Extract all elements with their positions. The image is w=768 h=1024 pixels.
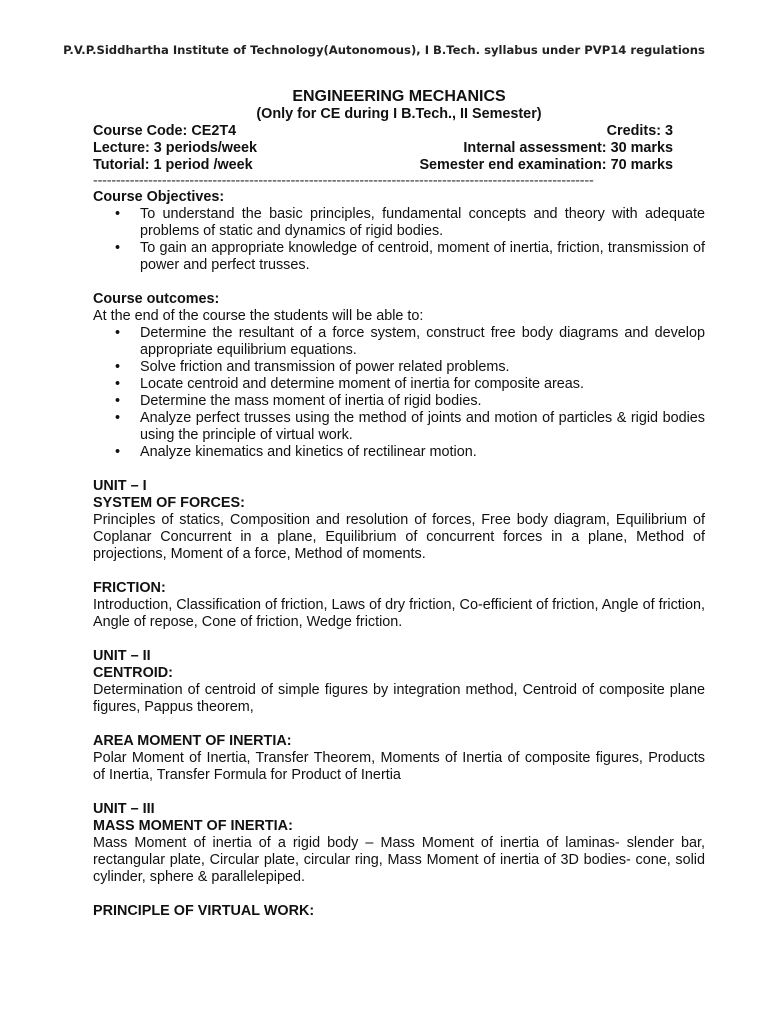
dashed-separator: ------------------------------------------------------------------------------------------------------------- — [93, 174, 594, 189]
system-of-forces-text: Principles of statics, Composition and resolution of forces, Free body diagram, Equilibrium of Coplanar Concurrent in a plane, Equilibrium of concurrent forces in a plane, Method of projections, Moment of a force, Method of moments. — [93, 512, 705, 562]
area-moment-text: Polar Moment of Inertia, Transfer Theorem, Moments of Inertia of composite figures, Products of Inertia, Transfer Formula for Product of Inertia — [93, 750, 705, 783]
list-item: • Determine the resultant of a force system, construct free body diagrams and develop appropriate equilibrium equations. — [93, 325, 705, 359]
objectives-list — [93, 206, 705, 274]
list-item: • Solve friction and transmission of power related problems. — [93, 359, 705, 376]
info-row-2 — [93, 140, 673, 157]
list-item: • Locate centroid and determine moment of inertia for composite areas. — [93, 376, 705, 393]
system-of-forces-heading: SYSTEM OF FORCES: — [93, 495, 245, 511]
outcomes-intro: At the end of the course the students will be able to: — [93, 308, 424, 324]
list-item: • Analyze perfect trusses using the method of joints and motion of particles & rigid bodies using the principle of virtual work. — [93, 410, 705, 444]
unit-1-label: UNIT – I — [93, 478, 147, 494]
list-item: • To gain an appropriate knowledge of centroid, moment of inertia, friction, transmission of power and perfect trusses. — [93, 240, 705, 274]
course-subtitle: (Only for CE during I B.Tech., II Semester) — [256, 106, 542, 122]
outcomes-heading: Course outcomes: — [93, 291, 220, 307]
outcomes-list — [93, 325, 705, 461]
objectives-heading: Course Objectives: — [93, 189, 225, 205]
lecture-hours: Lecture: 3 periods/week — [93, 140, 257, 156]
area-moment-heading: AREA MOMENT OF INERTIA: — [93, 733, 292, 749]
unit-3-label: UNIT – III — [93, 801, 155, 817]
internal-assessment: Internal assessment: 30 marks — [463, 140, 673, 156]
credits: Credits: 3 — [606, 123, 673, 139]
friction-heading: FRICTION: — [93, 580, 166, 596]
institute-header: P.V.P.Siddhartha Institute of Technology(Autonomous), I B.Tech. syllabus under PVP14 regulations — [63, 43, 705, 57]
centroid-heading: CENTROID: — [93, 665, 173, 681]
info-row-1 — [93, 123, 673, 140]
mass-moment-text: Mass Moment of inertia of a rigid body – Mass Moment of inertia of laminas- slender bar, rectangular plate, Circular plate, circular ring, Mass Moment of inertia of 3D bodies- cone, solid cylinder, sphere & parallelepiped. — [93, 835, 705, 885]
virtual-work-heading: PRINCIPLE OF VIRTUAL WORK: — [93, 903, 315, 919]
list-item: • Determine the mass moment of inertia of rigid bodies. — [93, 393, 705, 410]
list-item: • To understand the basic principles, fundamental concepts and theory with adequate problems of static and dynamics of rigid bodies. — [93, 206, 705, 240]
document-body — [93, 88, 705, 920]
tutorial-hours: Tutorial: 1 period /week — [93, 157, 253, 173]
mass-moment-heading: MASS MOMENT OF INERTIA: — [93, 818, 293, 834]
info-row-3 — [93, 157, 673, 174]
friction-text: Introduction, Classification of friction, Laws of dry friction, Co-efficient of friction, Angle of friction, Angle of repose, Cone of friction, Wedge friction. — [93, 597, 705, 630]
semester-end-exam: Semester end examination: 70 marks — [419, 157, 673, 173]
unit-2-label: UNIT – II — [93, 648, 151, 664]
list-item: • Analyze kinematics and kinetics of rectilinear motion. — [93, 444, 705, 461]
centroid-text: Determination of centroid of simple figures by integration method, Centroid of composite plane figures, Pappus theorem, — [93, 682, 705, 715]
course-code: Course Code: CE2T4 — [93, 123, 237, 139]
course-title: ENGINEERING MECHANICS — [292, 88, 506, 105]
